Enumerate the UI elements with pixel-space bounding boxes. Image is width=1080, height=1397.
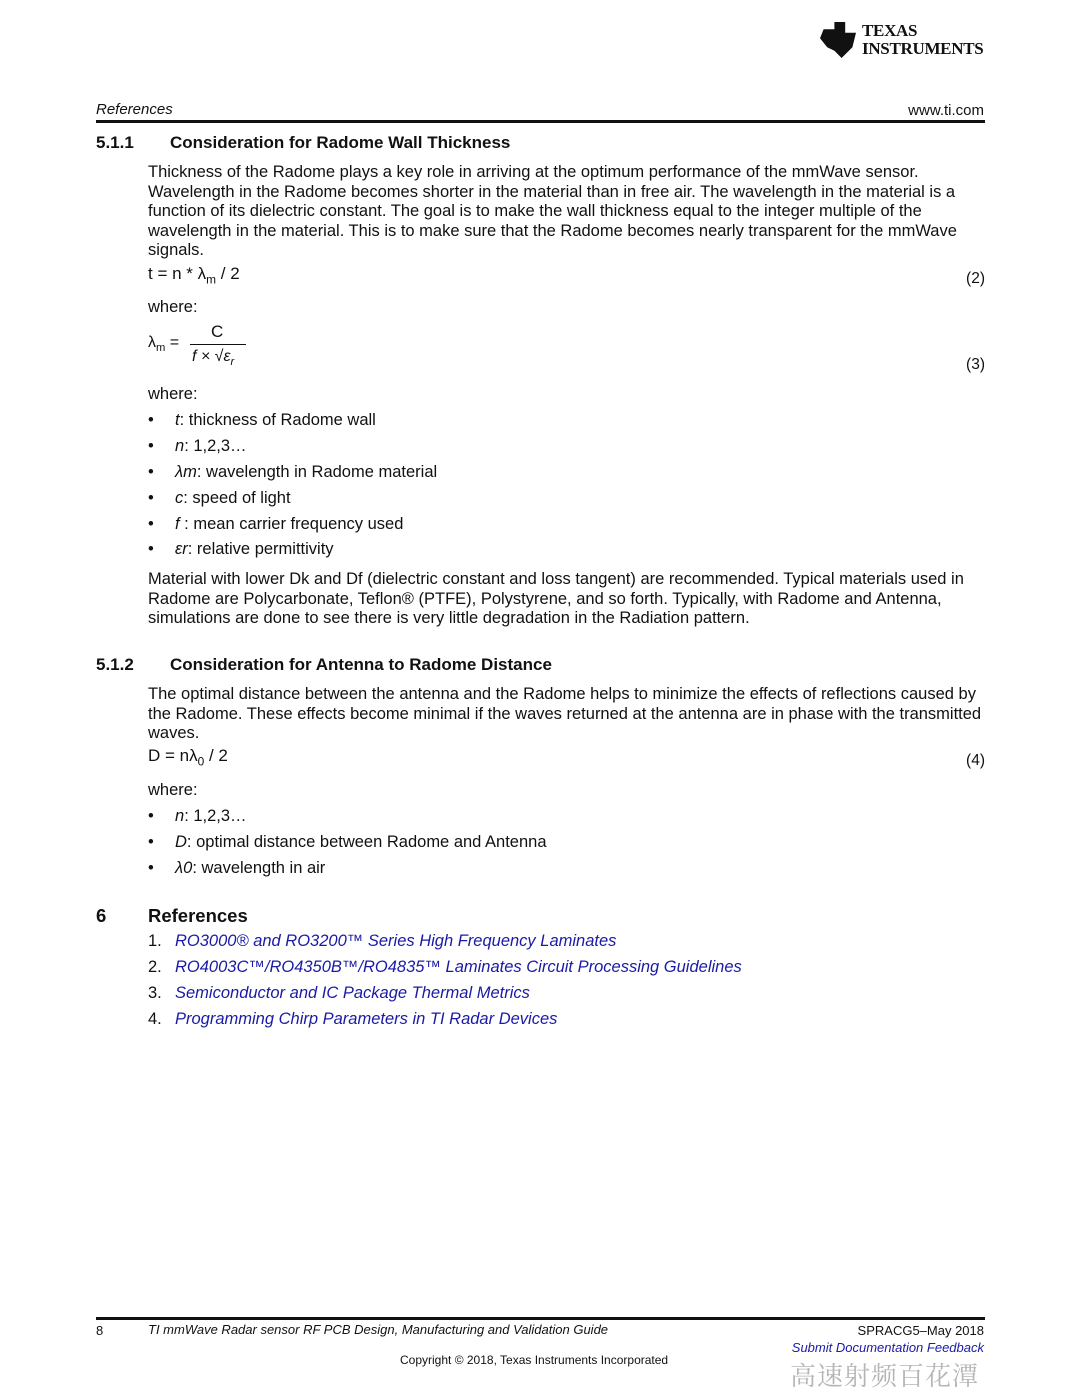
logo-line2: INSTRUMENTS (862, 39, 984, 58)
list-item: • λ0: wavelength in air (148, 859, 326, 877)
equation-number: (4) (966, 752, 985, 769)
reference-link[interactable]: RO3000® and RO3200™ Series High Frequency Laminates (175, 932, 617, 950)
list-item: • c: speed of light (148, 489, 291, 507)
watermark: 高速射频百花潭 (790, 1361, 980, 1391)
list-item: • λm: wavelength in Radome material (148, 463, 438, 481)
document-page: TEXAS INSTRUMENTS References www.ti.com 5.1.1 Consideration for Radome Wall Thickness Thickness of the Radome plays a key role in arriving at the optimum performance of the mmWave sensor. Wavelength in the Radome becomes shorter in the material than in free air. The wavelength in the material is a function of its dielectric constant. The goal is to make the wall thickness equal to the integer multiple of the wavelength in the material. This is to make sure that the Radome becomes nearly transparent for the mmWave signals. $t = n * \lambda_m / 2$ (2) where: $\lambda_m$ = C $f \times √\varepsilon_r$ (3) where: • t: thickness of Radome wall • n: 1,2,3… • λm: wavelength in Radome material • c: speed of light • f : mean carrier frequency used • εr: relative permittivity Material with lower Dk and Df (dielectric constant and loss tangent) are recommended. Typical materials used in Radome are Polycarbonate, Teflon® (PTFE), Polystyrene, and so forth. Typically, with Radome and Antenna, simulations are done to see there is very little degradation in the Radiation pattern. 5.1.2 Consideration for Antenna to Radome Distance The optimal distance between the antenna and the Radome helps to minimize the effects of reflections caused by the Radome. These effects become minimal if the waves returned at the antenna are in phase with the transmitted waves. $D = n\lambda_0 / 2$ (4) where: • n: 1,2,3… • D: optimal distance between Radome and Antenna • λ0: wavelength in air 6 References 1. RO3000® and RO3200™ Series High Frequency Laminates 2. RO4003C™/RO4350B™/RO4835™ Laminates Circuit Processing Guidelines 3. Semiconductor and IC Package Thermal Metrics 4. Programming Chirp Parameters in TI Radar Devices 8 TI mmWave Radar sensor RF PCB Design, Manufacturing and Validation Guide SPRACG5–May 2018 Submit Documentation Feedback Copyright © 2018, Texas Instruments Incorporated 高速射频百花潭 (0, 0, 1080, 1397)
where-label: where: (148, 298, 198, 316)
paragraph: The optimal distance between the antenna and the Radome helps to minimize the effects of reflections caused by the Radome. These effects become minimal if the waves returned at the antenna are in phase with the transmitted waves. (148, 685, 982, 742)
copyright: Copyright © 2018, Texas Instruments Incorporated (400, 1353, 669, 1367)
list-item: • n: 1,2,3… (148, 437, 247, 455)
section-title: Consideration for Radome Wall Thickness (170, 133, 511, 152)
section-5-1-1-heading (96, 133, 510, 153)
reference-item: 4. Programming Chirp Parameters in TI Radar Devices (148, 1010, 558, 1028)
list-item: • n: 1,2,3… (148, 807, 247, 825)
footer-rule (96, 1317, 985, 1320)
doc-title: TI mmWave Radar sensor RF PCB Design, Manufacturing and Validation Guide (148, 1322, 609, 1337)
section-6-heading: 6 References (96, 905, 248, 926)
equation-number: (3) (966, 356, 985, 373)
doc-id: SPRACG5–May 2018 (857, 1323, 984, 1338)
where-label: where: (148, 781, 198, 799)
reference-link[interactable]: Semiconductor and IC Package Thermal Metrics (175, 984, 530, 1002)
section-5-1-2-heading: 5.1.2 Consideration for Antenna to Radome Distance (96, 655, 552, 674)
where-label: where: (148, 385, 198, 403)
paragraph: Material with lower Dk and Df (dielectric constant and loss tangent) are recommended. Typical materials used in Radome are Polycarbonate, Teflon® (PTFE), Polystyrene, and so forth. Typically, with Radome and Antenna, simulations are done to see there is very little degradation in the Radiation pattern. (148, 570, 964, 627)
feedback-link[interactable]: Submit Documentation Feedback (791, 1340, 984, 1355)
ti-logo-icon (820, 22, 856, 58)
paragraph: Thickness of the Radome plays a key role in arriving at the optimum performance of the mmWave sensor. Wavelength in the Radome becomes shorter in the material than in free air. The wavelength in the material is a function of its dielectric constant. The goal is to make the wall thickness equal to the integer multiple of the wavelength in the material. This is to make sure that the Radome becomes nearly transparent for the mmWave signals. (148, 163, 957, 259)
list-item: • f : mean carrier frequency used (148, 515, 404, 533)
list-item: • t: thickness of Radome wall (148, 411, 376, 429)
ti-logo (820, 22, 983, 58)
list-item: • D: optimal distance between Radome and Antenna (148, 833, 547, 851)
reference-item: 2. RO4003C™/RO4350B™/RO4835™ Laminates Circuit Processing Guidelines (148, 958, 742, 976)
header-rule (96, 120, 985, 123)
reference-link[interactable]: RO4003C™/RO4350B™/RO4835™ Laminates Circuit Processing Guidelines (175, 958, 742, 976)
logo-line1: TEXAS (862, 21, 918, 40)
header-url[interactable]: www.ti.com (908, 102, 984, 119)
header-section: References (96, 101, 173, 118)
equation-2: $t = n * \lambda_m / 2$ (148, 264, 240, 287)
page-number: 8 (96, 1323, 104, 1338)
reference-item: 1. RO3000® and RO3200™ Series High Frequency Laminates (148, 932, 617, 950)
list-item: • εr: relative permittivity (148, 540, 334, 558)
section-number: 5.1.1 (96, 133, 134, 152)
reference-link[interactable]: Programming Chirp Parameters in TI Radar Devices (175, 1010, 558, 1028)
equation-4: $D = n\lambda_0 / 2$ (148, 746, 228, 769)
reference-item: 3. Semiconductor and IC Package Thermal Metrics (148, 984, 530, 1002)
equation-number: (2) (966, 270, 985, 287)
